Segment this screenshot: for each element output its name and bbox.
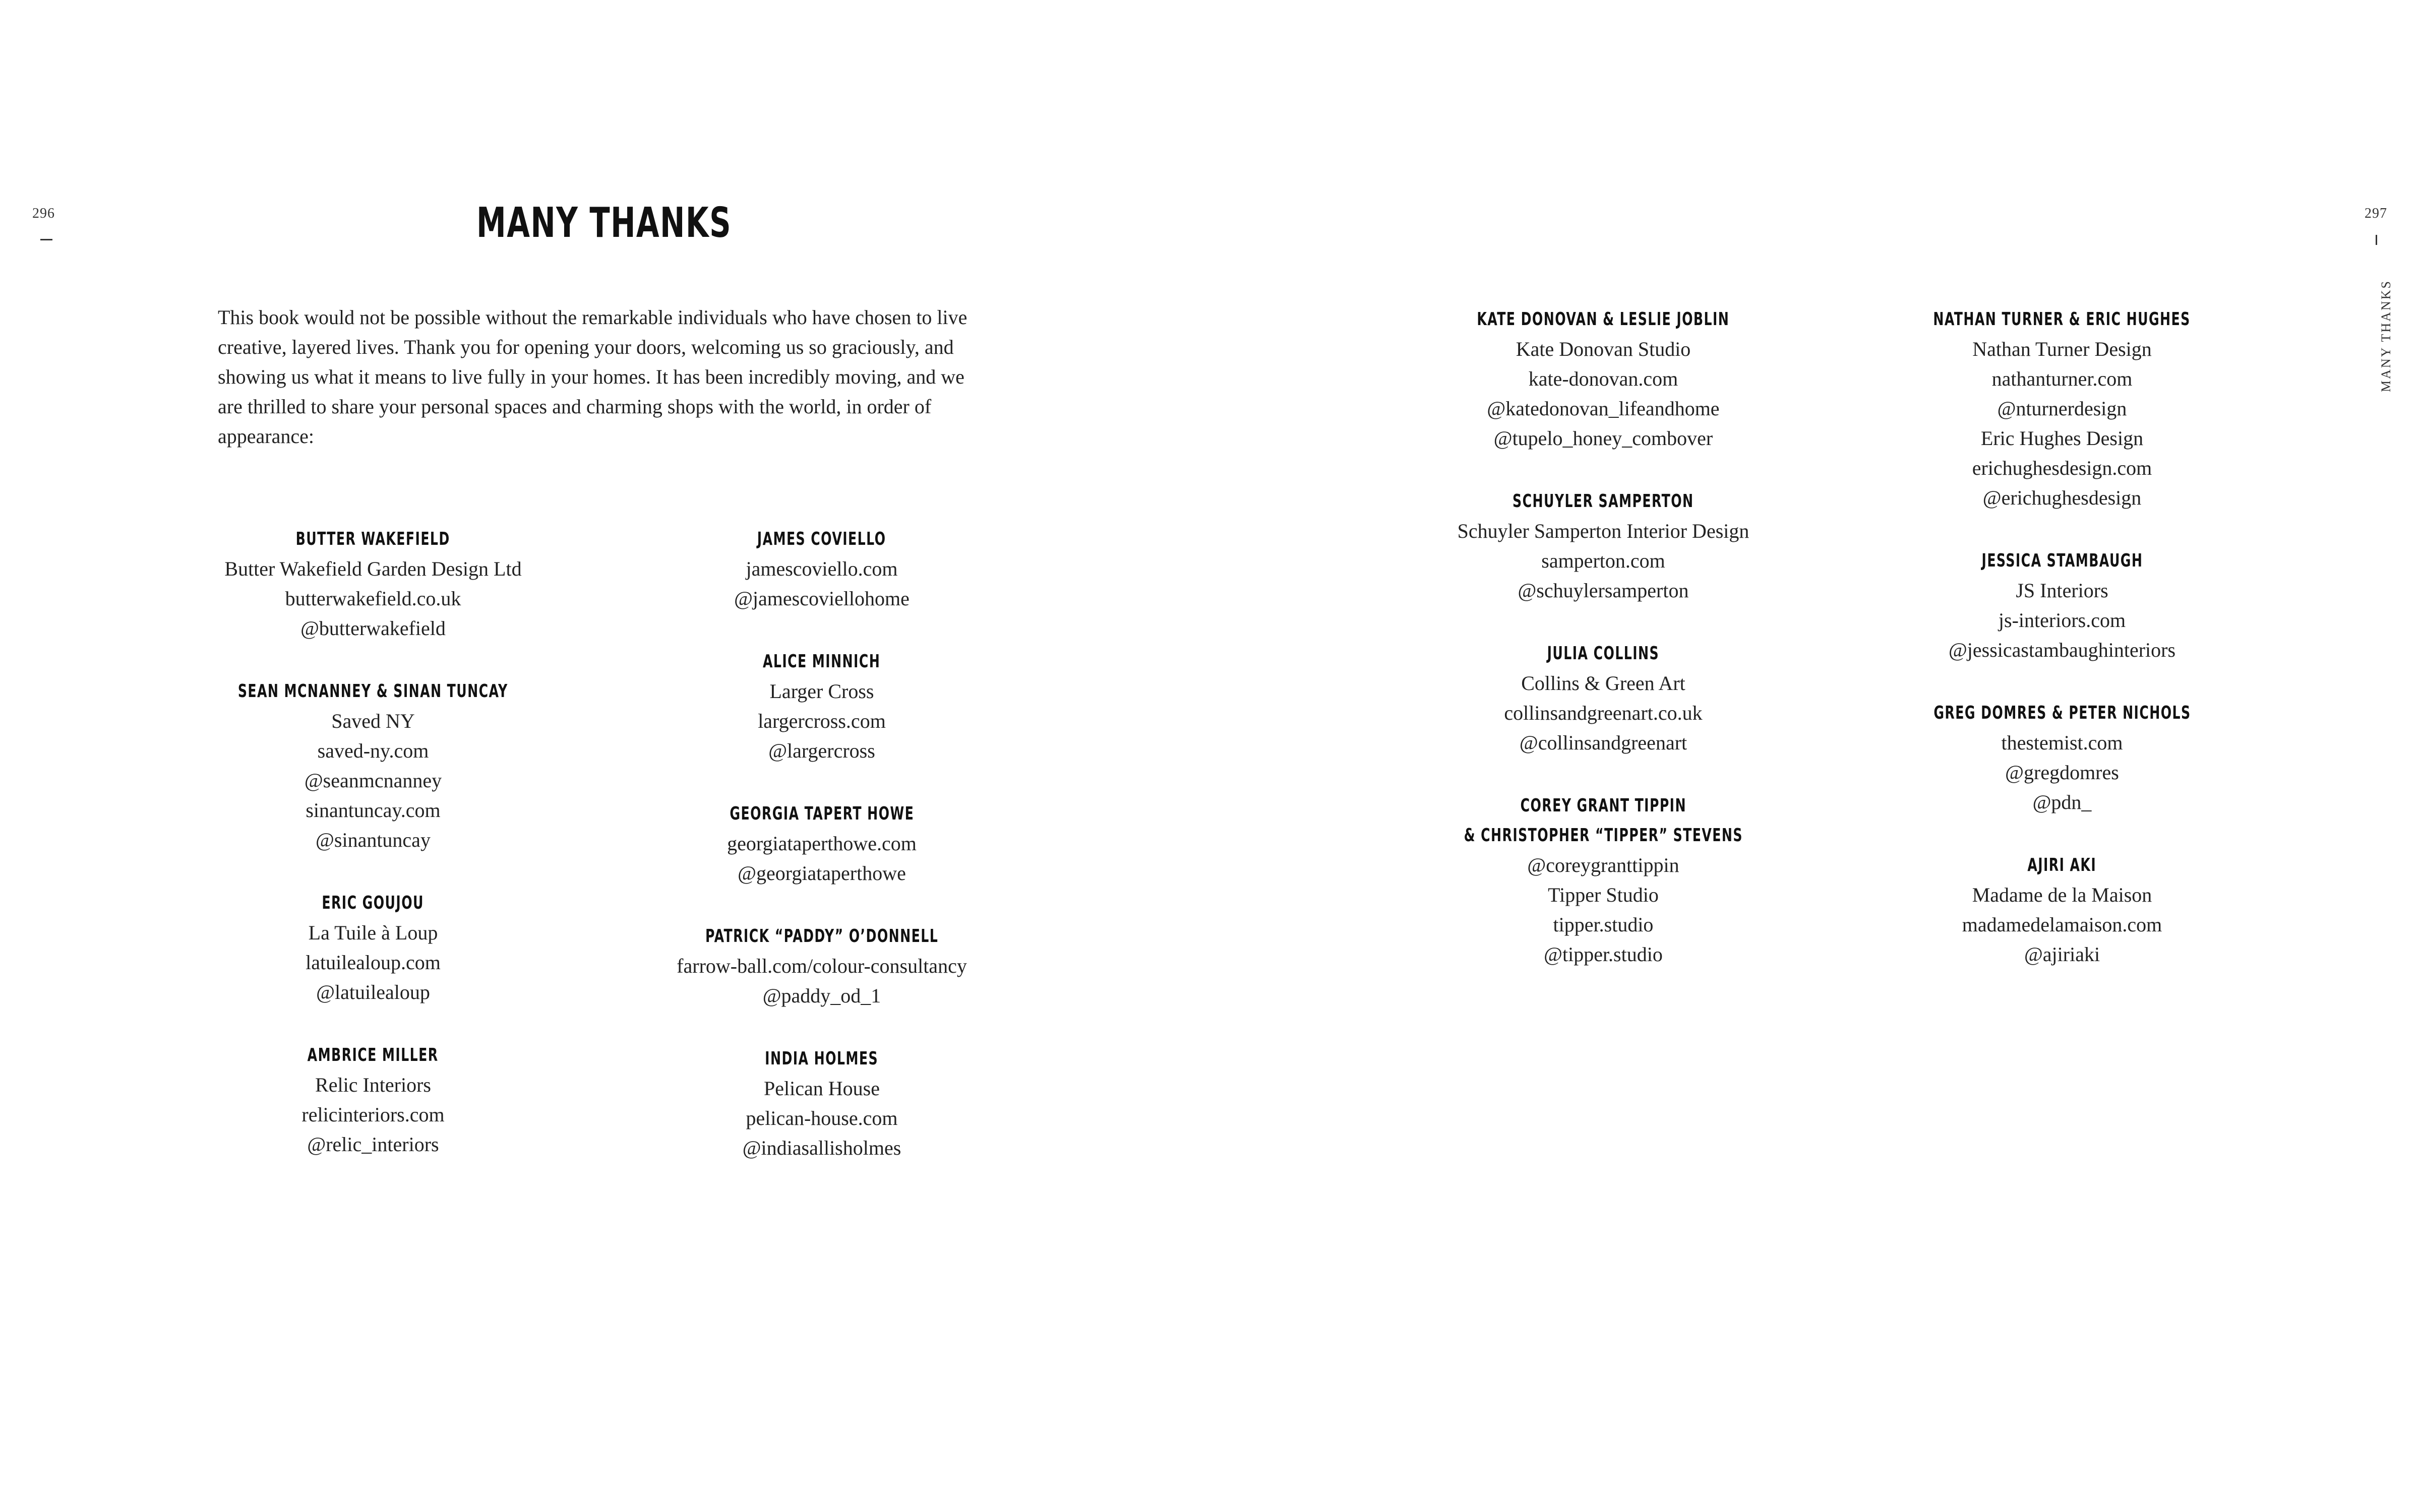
credit-detail: Collins & Green Art (1521, 672, 1685, 695)
credit-detail: Larger Cross (769, 680, 874, 703)
credit-detail: @georgiataperthowe (738, 862, 906, 885)
running-head-text: MANY THANKS (2379, 280, 2393, 392)
credit-name-text: SCHUYLER SAMPERTON (1512, 491, 1694, 512)
credit-detail: tipper.studio (1553, 913, 1654, 936)
credit-detail: JS Interiors (2016, 579, 2108, 602)
credit-detail: sinantuncay.com (306, 799, 441, 822)
credit-detail: @coreygranttippin (1527, 854, 1679, 876)
credit-detail: Madame de la Maison (1972, 884, 2152, 906)
credit-entry (171, 524, 575, 643)
credit-detail: La Tuile à Loup (308, 921, 438, 944)
credit-detail: @largercross (768, 739, 875, 762)
credit-detail: saved-ny.com (317, 739, 429, 762)
credit-entry (1860, 850, 2264, 969)
credit-name (1402, 639, 1805, 668)
credit-detail: @jamescoviellohome (734, 587, 910, 610)
credit-detail: @tipper.studio (1544, 943, 1663, 966)
credit-detail: nathanturner.com (1991, 367, 2133, 390)
credit-name-text: & CHRISTOPHER “TIPPER” STEVENS (1464, 825, 1743, 846)
credit-name-text: PATRICK “PADDY” O’DONNELL (705, 926, 939, 947)
credit-name-text: JESSICA STAMBAUGH (1981, 550, 2143, 571)
credit-detail: @ajiriaki (2024, 943, 2100, 966)
credit-name (1860, 546, 2264, 576)
credit-name-text: NATHAN TURNER & ERIC HUGHES (1933, 309, 2191, 330)
credits-column-4 (1860, 304, 2264, 1002)
credit-entry (1860, 698, 2264, 817)
credit-name-text: JULIA COLLINS (1547, 643, 1660, 664)
credit-detail: thestemist.com (2001, 731, 2123, 754)
credit-detail: @schuylersamperton (1518, 579, 1689, 602)
credit-entry (1402, 486, 1805, 605)
credit-name (620, 921, 1023, 951)
credit-name-text: ALICE MINNICH (763, 651, 881, 672)
credit-detail: pelican-house.com (746, 1107, 898, 1129)
credit-entry (1860, 304, 2264, 513)
credit-detail: latuilealoup.com (306, 951, 441, 974)
credit-detail: Tipper Studio (1548, 884, 1659, 906)
credit-detail: @seanmcnanney (304, 769, 442, 792)
credit-detail: Eric Hughes Design (1980, 427, 2144, 450)
running-head (2376, 262, 2396, 393)
credit-detail: Pelican House (764, 1077, 880, 1100)
credit-name (620, 799, 1023, 829)
credit-name (171, 676, 575, 706)
credit-detail: butterwakefield.co.uk (285, 587, 461, 610)
credit-detail: @relic_interiors (307, 1133, 439, 1156)
credit-entry (171, 676, 575, 855)
credit-detail: madamedelamaison.com (1962, 913, 2162, 936)
credit-detail: @erichughesdesign (1982, 486, 2142, 509)
credit-detail: samperton.com (1541, 549, 1665, 572)
page-title: MANY THANKS (476, 199, 732, 247)
credit-name-text: JAMES COVIELLO (757, 529, 886, 549)
credit-name (1402, 304, 1805, 334)
credit-name (620, 1044, 1023, 1074)
credit-name (1402, 486, 1805, 516)
credit-name-text: AJIRI AKI (2027, 855, 2097, 875)
page-number-left: 296 (32, 206, 55, 221)
credit-detail: @sinantuncay (316, 829, 431, 851)
credit-detail: Schuyler Samperton Interior Design (1457, 520, 1749, 542)
credit-name-text: COREY GRANT TIPPIN (1520, 795, 1686, 816)
credit-entry (620, 647, 1023, 766)
credit-name (171, 888, 575, 918)
credit-entry (620, 1044, 1023, 1163)
credit-detail: @butterwakefield (300, 617, 446, 640)
credit-detail: @gregdomres (2005, 761, 2119, 784)
folio-rule-left (40, 239, 52, 240)
credit-name-text: AMBRICE MILLER (308, 1045, 439, 1065)
credit-detail: @katedonovan_lifeandhome (1487, 397, 1720, 420)
credit-detail: Saved NY (331, 710, 415, 732)
credit-detail: @paddy_od_1 (762, 984, 881, 1007)
credit-detail: @jessicastambaughinteriors (1948, 639, 2176, 661)
credit-name-text: INDIA HOLMES (765, 1048, 879, 1069)
credit-name-text: BUTTER WAKEFIELD (295, 529, 451, 549)
credit-name-text: KATE DONOVAN & LESLIE JOBLIN (1477, 309, 1730, 330)
credit-detail: @pdn_ (2032, 791, 2092, 813)
page-number-right: 297 (2365, 206, 2387, 221)
credit-entry (1402, 639, 1805, 758)
credit-name (620, 647, 1023, 676)
intro-paragraph: This book would not be possible without the remarkable individuals who have chosen to live creative, layered lives. Thank you for opening your doors, welcoming us so graciously, and showing us what it means to live fully in your homes. It has been incredibly moving, and we are thrilled to share your personal spaces and charming shops with the world, in order of appearance: (218, 306, 967, 448)
credits-column-3 (1402, 304, 1805, 1002)
credit-detail: jamescoviello.com (746, 557, 898, 580)
credit-name-text: GREG DOMRES & PETER NICHOLS (1933, 703, 2191, 723)
credit-name (1402, 821, 1805, 850)
credit-entry (171, 888, 575, 1007)
credit-detail: erichughesdesign.com (1972, 457, 2152, 479)
credit-name (1860, 304, 2264, 334)
credit-detail: @collinsandgreenart (1519, 731, 1687, 754)
credit-name (171, 524, 575, 554)
credit-entry (620, 921, 1023, 1011)
credit-detail: largercross.com (758, 710, 886, 732)
credit-detail: js-interiors.com (1998, 609, 2126, 632)
credit-name (1402, 791, 1805, 821)
credit-detail: kate-donovan.com (1528, 367, 1678, 390)
credit-entry (1402, 791, 1805, 969)
credit-name-text: ERIC GOUJOU (322, 893, 425, 913)
credit-detail: @indiasallisholmes (742, 1137, 901, 1159)
credit-name (1860, 698, 2264, 728)
credit-entry (1860, 546, 2264, 665)
credit-detail: @tupelo_honey_combover (1493, 427, 1713, 450)
credit-detail: collinsandgreenart.co.uk (1504, 702, 1703, 724)
credit-entry (620, 524, 1023, 613)
credit-detail: farrow-ball.com/colour-consultancy (677, 955, 967, 977)
credit-detail: @nturnerdesign (1997, 397, 2127, 420)
credit-name-text: SEAN MCNANNEY & SINAN TUNCAY (238, 681, 508, 702)
credit-detail: relicinteriors.com (301, 1103, 445, 1126)
credit-detail: @latuilealoup (316, 981, 430, 1003)
credit-name (620, 524, 1023, 554)
credit-detail: Kate Donovan Studio (1516, 338, 1691, 360)
credit-name (1860, 850, 2264, 880)
folio-rule-right (2376, 235, 2377, 245)
credit-detail: Nathan Turner Design (1972, 338, 2152, 360)
credit-name-text: GEORGIA TAPERT HOWE (730, 803, 914, 824)
credit-entry (1402, 304, 1805, 453)
credit-entry (620, 799, 1023, 888)
credit-detail: georgiataperthowe.com (727, 832, 917, 855)
credit-entry (171, 1040, 575, 1159)
credit-name (171, 1040, 575, 1070)
credits-column-2 (620, 524, 1023, 1196)
credits-column-1 (171, 524, 575, 1192)
credit-detail: Relic Interiors (315, 1074, 431, 1096)
credit-detail: Butter Wakefield Garden Design Ltd (224, 557, 522, 580)
